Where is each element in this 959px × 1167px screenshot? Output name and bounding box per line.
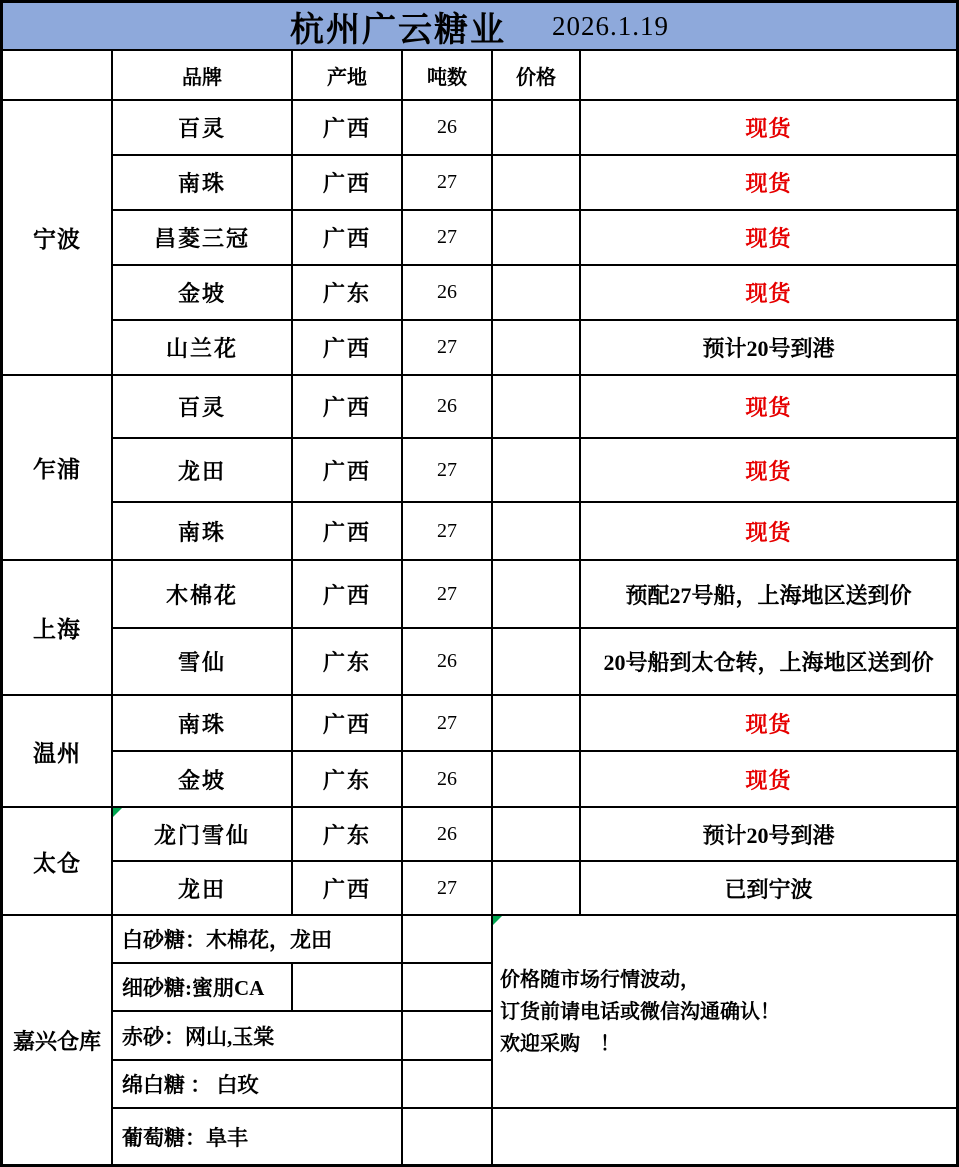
notice-line: 欢迎采购 ！ [500, 1032, 620, 1055]
price-cell [493, 211, 581, 266]
brand-cell: 山兰花 [113, 321, 293, 376]
tons-cell: 27 [403, 862, 493, 916]
origin-cell: 广西 [293, 503, 403, 561]
price-cell [493, 321, 581, 376]
sheet-title: 杭州广云糖业 [290, 11, 506, 49]
tons-cell: 27 [403, 156, 493, 211]
notice-line: 价格随市场行情波动， [500, 968, 700, 991]
tons-cell: 26 [403, 376, 493, 439]
column-header-brand: 品牌 [113, 51, 293, 101]
brand-cell: 木棉花 [113, 561, 293, 629]
tons-cell: 27 [403, 561, 493, 629]
brand-cell: 昌菱三冠 [113, 211, 293, 266]
tons-cell: 26 [403, 752, 493, 808]
warehouse-item: 赤砂：网山,玉棠 [113, 1012, 403, 1061]
origin-cell: 广西 [293, 156, 403, 211]
notice-cell [493, 916, 956, 1109]
tons-cell: 26 [403, 101, 493, 156]
warehouse-item: 细砂糖:蜜朋CA [113, 964, 293, 1012]
warehouse-item: 白砂糖：木棉花，龙田 [113, 916, 403, 964]
brand-cell: 雪仙 [113, 629, 293, 696]
price-cell [493, 862, 581, 916]
city-label-shanghai: 上海 [3, 561, 113, 696]
price-cell [493, 503, 581, 561]
header-band [3, 3, 956, 51]
origin-cell: 广西 [293, 101, 403, 156]
tons-cell: 27 [403, 503, 493, 561]
tons-cell: 26 [403, 808, 493, 862]
column-header-origin: 产地 [293, 51, 403, 101]
price-cell [493, 561, 581, 629]
empty-cell [403, 1012, 493, 1061]
brand-cell [113, 808, 293, 862]
status-cell: 已到宁波 [581, 862, 956, 916]
column-header-city-empty [3, 51, 113, 101]
price-cell [493, 629, 581, 696]
empty-cell [403, 1109, 493, 1164]
origin-cell: 广西 [293, 696, 403, 752]
status-cell: 20号船到太仓转，上海地区送到价 [581, 629, 956, 696]
city-label-zhapu: 乍浦 [3, 376, 113, 561]
status-cell: 现货 [581, 376, 956, 439]
column-header-status-empty [581, 51, 956, 101]
tons-cell: 26 [403, 629, 493, 696]
origin-cell: 广东 [293, 808, 403, 862]
empty-cell [403, 964, 493, 1012]
origin-cell: 广西 [293, 321, 403, 376]
status-cell: 预配27号船，上海地区送到价 [581, 561, 956, 629]
status-cell: 现货 [581, 101, 956, 156]
brand-cell: 南珠 [113, 156, 293, 211]
brand-text: 龙门雪仙 [153, 822, 250, 848]
status-cell: 现货 [581, 503, 956, 561]
city-label-ningbo: 宁波 [3, 101, 113, 376]
price-cell [493, 696, 581, 752]
price-cell [493, 752, 581, 808]
brand-cell: 百灵 [113, 376, 293, 439]
column-header-tons: 吨数 [403, 51, 493, 101]
tons-cell: 27 [403, 696, 493, 752]
brand-cell: 金坡 [113, 752, 293, 808]
brand-cell: 百灵 [113, 101, 293, 156]
sheet-date: 2026.1.19 [552, 10, 669, 41]
column-header-price: 价格 [493, 51, 581, 101]
status-cell: 现货 [581, 156, 956, 211]
tons-cell: 26 [403, 266, 493, 321]
status-cell: 现货 [581, 696, 956, 752]
origin-cell: 广东 [293, 629, 403, 696]
brand-cell: 南珠 [113, 503, 293, 561]
origin-cell: 广西 [293, 211, 403, 266]
price-cell [493, 266, 581, 321]
brand-cell: 金坡 [113, 266, 293, 321]
comment-triangle-icon [493, 916, 502, 925]
status-cell: 现货 [581, 211, 956, 266]
notice-line: 订货前请电话或微信沟通确认！ [500, 1000, 780, 1023]
origin-cell: 广东 [293, 752, 403, 808]
status-cell: 现货 [581, 439, 956, 503]
empty-cell [293, 964, 403, 1012]
origin-cell: 广西 [293, 862, 403, 916]
city-label-jiaxing-warehouse: 嘉兴仓库 [3, 916, 113, 1164]
price-cell [493, 808, 581, 862]
tons-cell: 27 [403, 439, 493, 503]
warehouse-item: 葡萄糖：阜丰 [113, 1109, 403, 1164]
empty-cell [403, 916, 493, 964]
brand-cell: 龙田 [113, 862, 293, 916]
origin-cell: 广西 [293, 561, 403, 629]
status-cell: 预计20号到港 [581, 321, 956, 376]
tons-cell: 27 [403, 321, 493, 376]
brand-cell: 南珠 [113, 696, 293, 752]
status-cell: 预计20号到港 [581, 808, 956, 862]
price-cell [493, 156, 581, 211]
origin-cell: 广西 [293, 376, 403, 439]
city-label-taicang: 太仓 [3, 808, 113, 916]
comment-triangle-icon [113, 808, 122, 817]
status-cell: 现货 [581, 266, 956, 321]
empty-cell [493, 1109, 956, 1164]
status-cell: 现货 [581, 752, 956, 808]
price-cell [493, 376, 581, 439]
price-cell [493, 439, 581, 503]
city-label-wenzhou: 温州 [3, 696, 113, 808]
price-cell [493, 101, 581, 156]
origin-cell: 广西 [293, 439, 403, 503]
tons-cell: 27 [403, 211, 493, 266]
origin-cell: 广东 [293, 266, 403, 321]
warehouse-item: 绵白糖 ： 白玫 [113, 1061, 403, 1109]
brand-cell: 龙田 [113, 439, 293, 503]
empty-cell [403, 1061, 493, 1109]
